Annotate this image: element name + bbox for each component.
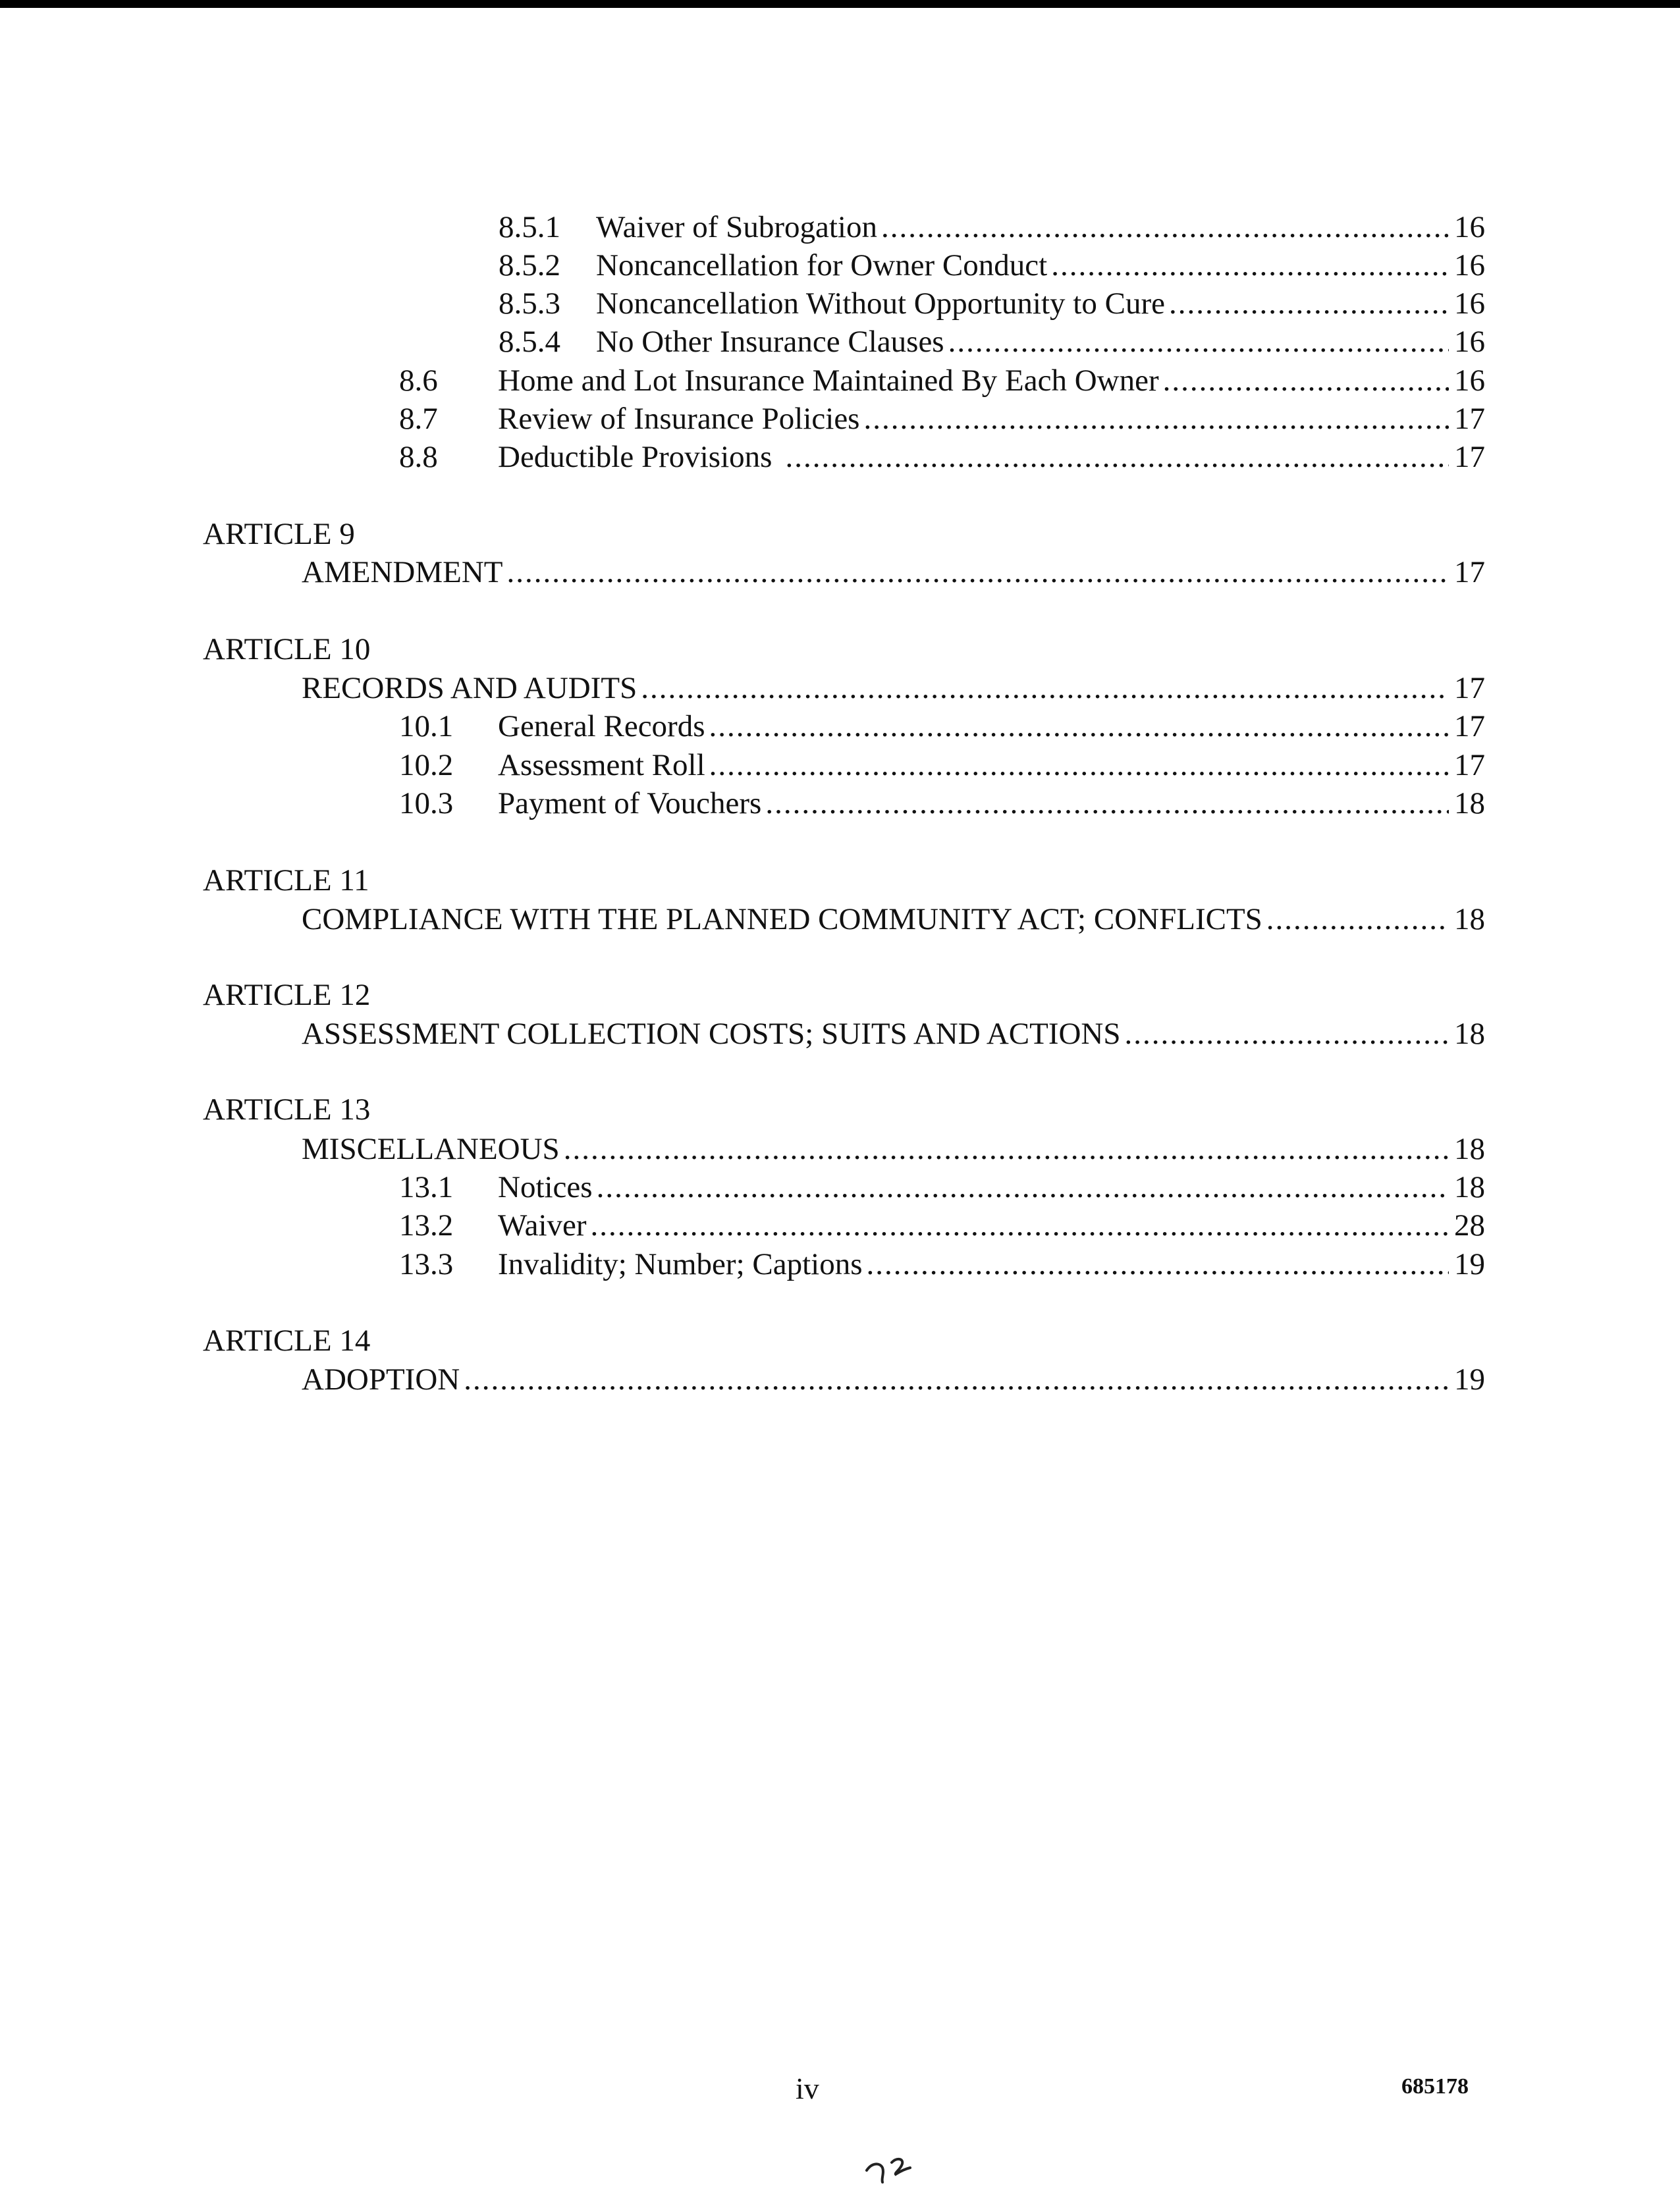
dot-leader xyxy=(597,1168,1449,1206)
entry-number: 13.2 xyxy=(399,1208,454,1243)
dot-leader xyxy=(1266,900,1449,938)
entry-number: 8.8 xyxy=(399,440,438,474)
entry-page: 18 xyxy=(1454,1017,1485,1051)
entry-page: 17 xyxy=(1454,709,1485,743)
entry-title: General Records xyxy=(498,709,705,743)
entry-page: 16 xyxy=(1454,286,1485,321)
toc-entry[interactable] xyxy=(0,1360,1680,1399)
entry-number: 13.1 xyxy=(399,1170,454,1204)
toc-entry[interactable] xyxy=(0,669,1680,707)
toc-entry[interactable] xyxy=(0,1245,1680,1283)
article-heading: ARTICLE 11 xyxy=(203,863,369,898)
entry-title: ASSESSMENT COLLECTION COSTS; SUITS AND ACTIONS xyxy=(302,1017,1121,1051)
scan-top-border xyxy=(0,0,1680,8)
entry-title: No Other Insurance Clauses xyxy=(596,325,944,359)
toc-entry[interactable] xyxy=(0,553,1680,591)
entry-title: ADOPTION xyxy=(302,1362,460,1397)
entry-page: 16 xyxy=(1454,325,1485,359)
article-heading: ARTICLE 10 xyxy=(203,632,371,666)
toc-entry[interactable] xyxy=(0,900,1680,938)
dot-leader xyxy=(867,1245,1450,1283)
article-heading: ARTICLE 14 xyxy=(203,1324,371,1358)
entry-title: Noncancellation for Owner Conduct xyxy=(596,248,1048,282)
article-heading: ARTICLE 13 xyxy=(203,1092,371,1127)
entry-page: 17 xyxy=(1454,555,1485,589)
dot-leader xyxy=(1169,284,1449,323)
entry-number: 13.3 xyxy=(399,1247,454,1281)
toc-entry[interactable] xyxy=(0,362,1680,400)
entry-page: 16 xyxy=(1454,363,1485,398)
dot-leader xyxy=(948,323,1449,361)
article-heading: ARTICLE 9 xyxy=(203,517,355,551)
toc-entry[interactable] xyxy=(0,323,1680,361)
dot-leader xyxy=(1163,362,1449,400)
toc-entry[interactable] xyxy=(0,208,1680,246)
toc-entry[interactable] xyxy=(0,1168,1680,1206)
entry-title: AMENDMENT xyxy=(302,555,503,589)
toc-entry[interactable] xyxy=(0,746,1680,784)
dot-leader xyxy=(709,707,1450,745)
entry-number: 8.6 xyxy=(399,363,438,398)
entry-page: 18 xyxy=(1454,1170,1485,1204)
entry-page: 18 xyxy=(1454,786,1485,820)
entry-page: 17 xyxy=(1454,440,1485,474)
article-heading: ARTICLE 12 xyxy=(203,978,371,1012)
entry-title: Payment of Vouchers xyxy=(498,786,762,820)
entry-title: Notices xyxy=(498,1170,593,1204)
entry-page: 18 xyxy=(1454,902,1485,936)
entry-page: 16 xyxy=(1454,248,1485,282)
entry-page: 28 xyxy=(1454,1208,1485,1243)
entry-title: RECORDS AND AUDITS xyxy=(302,671,637,705)
entry-title: Deductible Provisions xyxy=(498,440,772,474)
dot-leader xyxy=(863,400,1449,438)
entry-page: 17 xyxy=(1454,748,1485,782)
entry-title: Assessment Roll xyxy=(498,748,705,782)
toc-entry[interactable] xyxy=(0,1130,1680,1168)
dot-leader xyxy=(564,1130,1449,1168)
entry-number: 10.2 xyxy=(399,748,454,782)
toc-entry[interactable] xyxy=(0,246,1680,284)
dot-leader xyxy=(1051,246,1449,284)
dot-leader xyxy=(785,438,1449,476)
entry-page: 17 xyxy=(1454,671,1485,705)
entry-page: 18 xyxy=(1454,1132,1485,1166)
entry-number: 10.1 xyxy=(399,709,454,743)
toc-entry[interactable] xyxy=(0,784,1680,822)
entry-page: 16 xyxy=(1454,210,1485,244)
entry-page: 17 xyxy=(1454,402,1485,436)
entry-number: 8.5.4 xyxy=(499,325,560,359)
entry-title: MISCELLANEOUS xyxy=(302,1132,560,1166)
entry-title: Waiver xyxy=(498,1208,587,1243)
toc-entry[interactable] xyxy=(0,1015,1680,1053)
entry-number: 10.3 xyxy=(399,786,454,820)
dot-leader xyxy=(709,746,1449,784)
toc-entry[interactable] xyxy=(0,400,1680,438)
dot-leader xyxy=(881,208,1449,246)
entry-number: 8.5.3 xyxy=(499,286,560,321)
entry-title: COMPLIANCE WITH THE PLANNED COMMUNITY ACT; CONFLICTS xyxy=(302,902,1262,936)
dot-leader xyxy=(464,1360,1449,1399)
entry-title: Waiver of Subrogation xyxy=(596,210,877,244)
entry-number: 8.5.1 xyxy=(499,210,560,244)
entry-title: Noncancellation Without Opportunity to Cure xyxy=(596,286,1165,321)
toc-entry[interactable] xyxy=(0,707,1680,745)
dot-leader xyxy=(506,553,1449,591)
entry-page: 19 xyxy=(1454,1362,1485,1397)
entry-number: 8.5.2 xyxy=(499,248,560,282)
entry-title: Home and Lot Insurance Maintained By Each Owner xyxy=(498,363,1159,398)
dot-leader xyxy=(641,669,1449,707)
dot-leader xyxy=(765,784,1449,822)
handwritten-mark xyxy=(863,2153,922,2186)
toc-entry[interactable] xyxy=(0,438,1680,476)
entry-title: Review of Insurance Policies xyxy=(498,402,860,436)
dot-leader xyxy=(1125,1015,1449,1053)
entry-title: Invalidity; Number; Captions xyxy=(498,1247,863,1281)
entry-number: 8.7 xyxy=(399,402,438,436)
dot-leader xyxy=(591,1206,1449,1245)
toc-entry[interactable] xyxy=(0,284,1680,323)
document-number: 685178 xyxy=(1401,2074,1469,2099)
toc-entry[interactable] xyxy=(0,1206,1680,1245)
entry-page: 19 xyxy=(1454,1247,1485,1281)
page-number: iv xyxy=(796,2072,819,2105)
